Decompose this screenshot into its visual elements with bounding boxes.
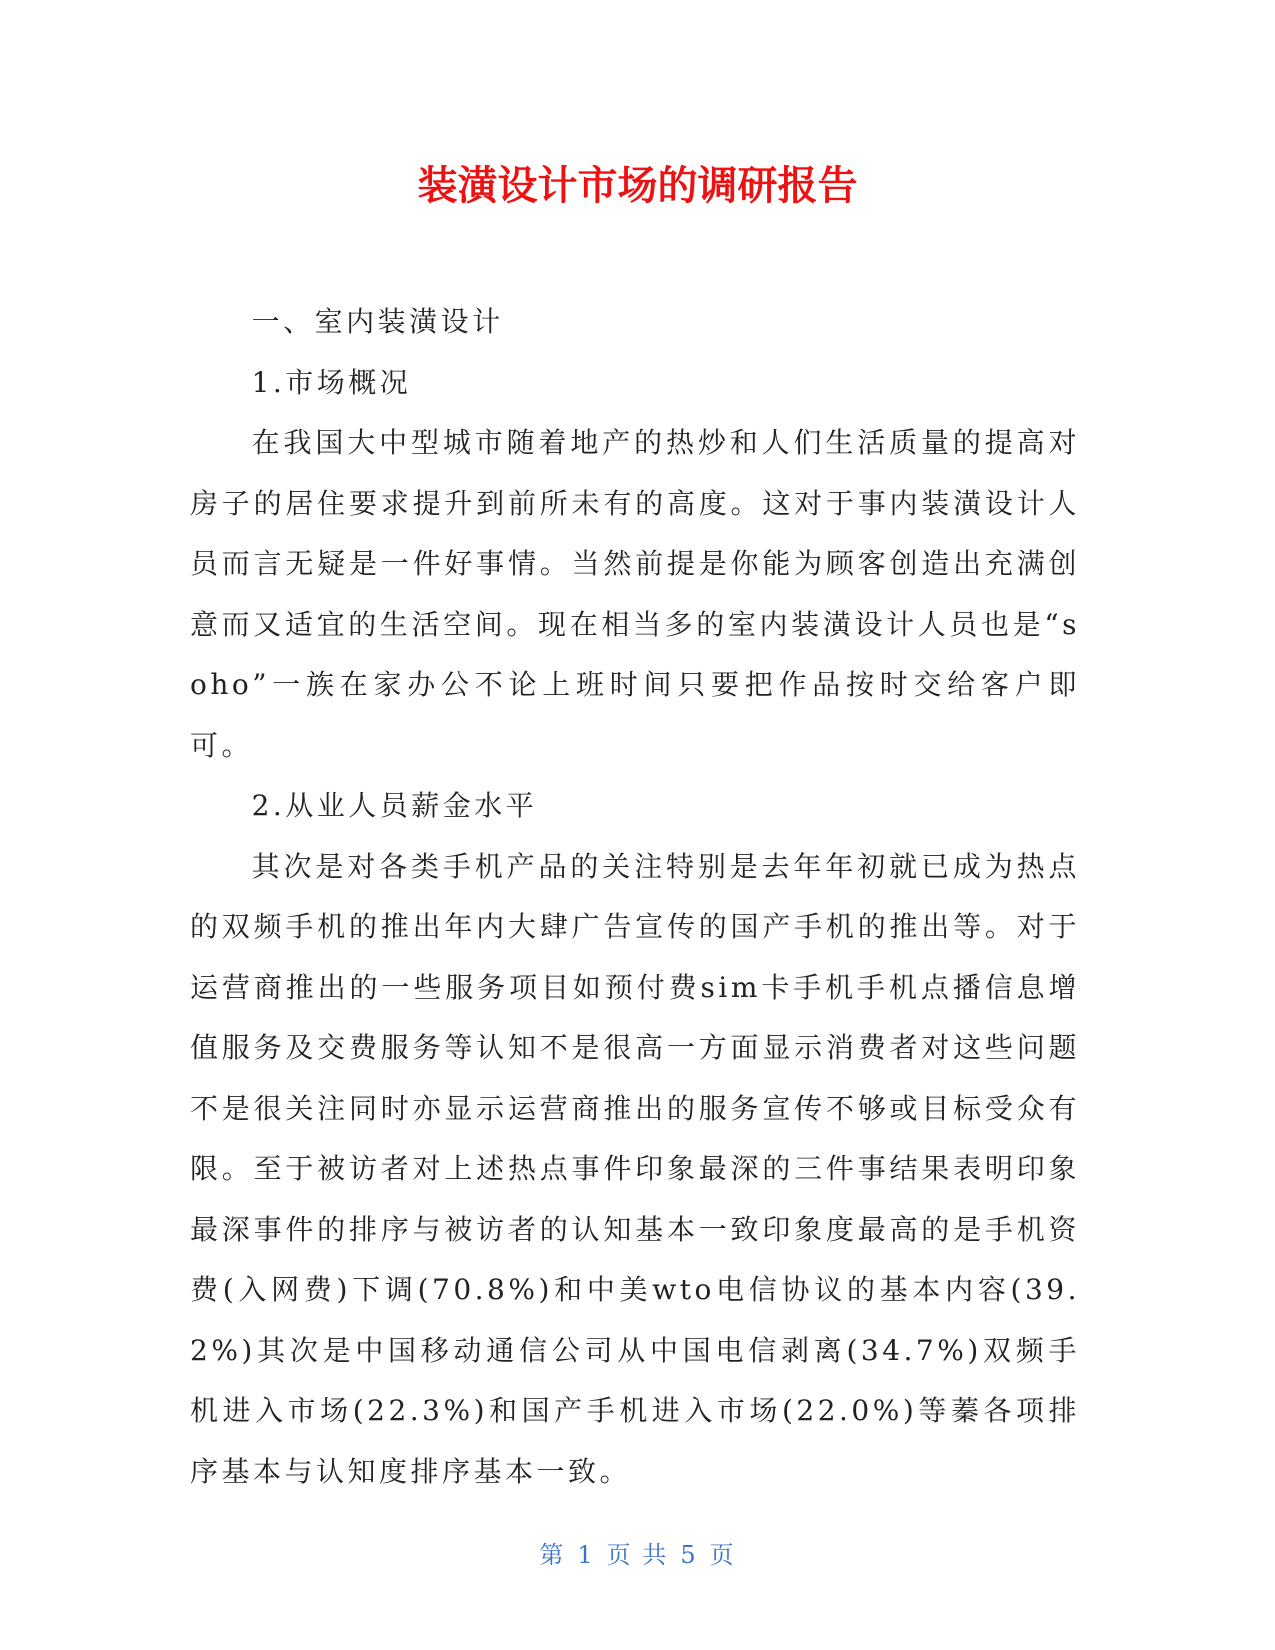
section-heading: 一、室内装潢设计 (251, 305, 504, 338)
subsection-heading: 2.从业人员薪金水平 (251, 789, 538, 822)
page-end-label: 页 (709, 1541, 736, 1569)
current-page-number: 1 (577, 1541, 595, 1569)
body-paragraph: 其次是对各类手机产品的关注特别是去年年初就已成为热点的双频手机的推出年内大肆广告宣传的国产手机的推出等。对于运营商推出的一些服务项目如预付费sim卡手机手机点播信息增值服务及交费服务等认知不是很高一方面显示消费者对这些问题不是很关注同时亦显示运营商推出的服务宣传不够或目标受众有限。至于被访者对上述热点事件印象最深的三件事结果表明印象最深事件的排序与被访者的认知基本一致印象度最高的是手机资费(入网费)下调(70.8%)和中美wto电信协议的基本内容(39.2%)其次是中国移动通信公司从中国电信剥离(34.7%)双频手机进入市场(22.3%)和国产手机进入市场(22.0%)等蓁各项排序基本与认知度排序基本一致。 (190, 849, 1080, 1488)
document-body (190, 292, 1080, 1502)
page-label: 第 (539, 1541, 566, 1569)
document-title: 装潢设计市场的调研报告 (417, 163, 858, 209)
page-footer (0, 1538, 1275, 1572)
subsection-heading: 1.市场概况 (251, 365, 412, 399)
body-paragraph: 在我国大中型城市随着地产的热炒和人们生活质量的提高对房子的居住要求提升到前所未有的高度。这对于事内装潢设计人员而言无疑是一件好事情。当然前提是你能为顾客创造出充满创意而又适宜的生活空间。现在相当多的室内装潢设计人员也是“soho”一族在家办公不论上班时间只要把作品按时交给客户即可。 (190, 426, 1080, 762)
total-pages-number: 5 (680, 1541, 698, 1569)
page-of-label: 页 共 (606, 1541, 669, 1569)
